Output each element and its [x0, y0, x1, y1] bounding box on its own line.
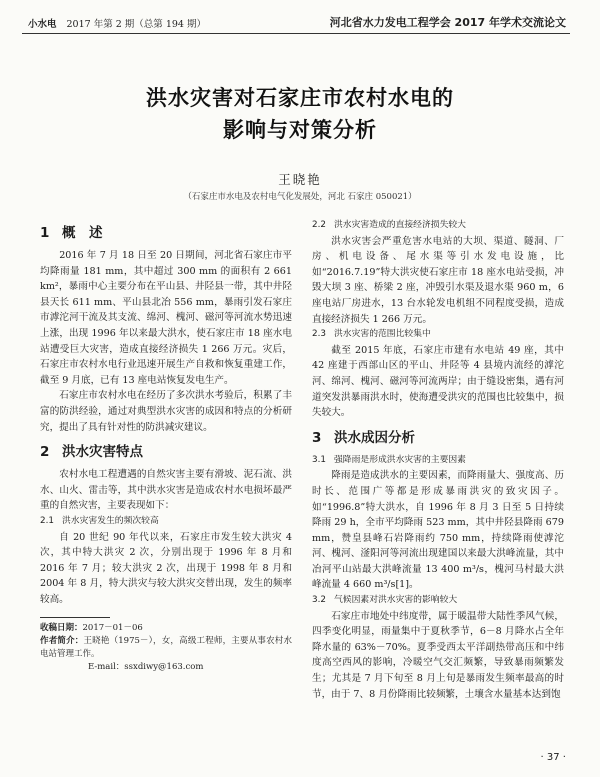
footnote-author	[40, 635, 292, 661]
subsection-heading-3-1	[312, 453, 564, 469]
page-number: · 37 ·	[540, 752, 566, 763]
subsection-number: 3.1	[312, 454, 326, 465]
subsection-number: 2.2	[312, 220, 326, 230]
paragraph: 降雨是造成洪水的主要因素，而降雨量大、强度高、历时长、范围广等都是形成暴雨洪灾的致灾因子。如“1996.8”特大洪水，自 1996 年 8 月 3 日至 5 日持续降雨 29 h，全市平均降雨 523 mm，其中井陉县降雨 679 mm，赞皇县峰石岩降雨约 750 mm，持续降雨使滹沱河、槐河、滏阳河等河流出现建国以来最大洪峰流量，其中冶河平山站最大洪峰流量 13 400 m³/s，槐河马村最大洪峰流量 4 660 m³/s[1]。	[312, 470, 564, 591]
author-name: 王晓艳	[278, 172, 322, 187]
subsection-heading-3-2	[312, 593, 564, 609]
footnote-received	[40, 622, 292, 635]
paper-title-line1: 洪水灾害对石家庄市农村水电的	[146, 86, 454, 110]
section-heading-2	[40, 443, 292, 461]
section-title: 洪水灾害特点	[62, 444, 143, 461]
section-heading-3	[312, 429, 564, 447]
subsection-heading-2-1	[40, 514, 292, 530]
subsection-title: 气候因素对洪水灾害的影响较大	[334, 595, 458, 606]
paragraph: 洪水灾害会严重危害水电站的大坝、渠道、隧洞、厂房、机电设备、尾水渠等引水发电设施，比如“2016.7.19”特大洪灾使石家庄市 18 座水电站受损，冲毁大坝 3 座、桥梁 2 座，冲毁引水渠及退水渠 960 m，6 座电站厂房进水，13 台水轮发电机组不同程度受损，造成直接经济损失 1 266 万元。	[312, 235, 564, 325]
section-number: 2	[40, 444, 50, 461]
paragraph: 截至 2015 年底，石家庄市建有水电站 49 座，其中 42 座建于西部山区的平山、井陉等 4 县境内流经的滹沱河、绵河、槐河、磁河等河流两岸；由于缝设密集，遇有河道突发洪暴雨洪水时，使海遭受洪灾的范围也比较集中，损失较大。	[312, 344, 564, 419]
subsection-title: 洪水灾害造成的直接经济损失较大	[334, 220, 466, 230]
footnote-label: 收稿日期：	[40, 623, 83, 634]
paragraph: 农村水电工程遭遇的自然灾害主要有滑坡、泥石流、洪水、山火、雷击等，其中洪水灾害是造成农村水电损坏最严重的自然灾害，主要表现如下：	[40, 469, 292, 512]
section-number: 3	[312, 429, 322, 446]
subsection-number: 2.3	[312, 329, 326, 340]
header-journal-issue	[28, 16, 206, 30]
right-column	[312, 218, 564, 702]
section-title: 洪水成因分析	[334, 429, 415, 446]
paper-title-line2: 影响与对策分析	[223, 118, 377, 142]
header-series: 河北省水力发电工程学会 2017 年学术交流论文	[329, 16, 566, 29]
paragraph: 石家庄市地处中纬度带，属于暖温带大陆性季风气候，四季变化明显，雨量集中于夏秋季节，6－8 月降水占全年降水量的 63%－70%。夏季受西太平洋副热带高压和中纬度高空西风的影响，冷暖空气交汇频繁，导致暴雨频繁发生；尤其是 7 月下旬至 8 月上旬是暴雨发生频率最高的时节，由于 7、8 月份降雨比较频繁，土壤含水量基本达到饱	[312, 610, 564, 700]
left-column	[40, 218, 292, 674]
footnote	[40, 622, 292, 674]
subsection-number: 3.2	[312, 595, 326, 606]
paragraph: 2016 年 7 月 18 日至 20 日期间，河北省石家庄市平均降雨量 181 mm，其中超过 300 mm 的面积有 2 661 km²，暴雨中心主要分布在平山县、井陉县一带，其中井陉县天长 611 mm、平山县北冶 556 mm，暴雨引发石家庄市滹沱河干流及其支流、绵河、槐河、磁河等河流水势迅速上涨，出现 1996 年以来最大洪水，使石家庄市 18 座水电站遭受巨大灾害，造成直接经济损失 1 266 万元。灾后，石家庄市农村水电行业迅速开展生产自救和恢复重建工作，截至 9 月底，已有 13 座电站恢复发电生产。	[40, 250, 292, 386]
header-rule	[22, 33, 570, 34]
issue-info: 2017 年第 2 期（总第 194 期）	[66, 19, 206, 30]
footnote-value: 王晓艳（1975－），女，高级工程师，主要从事农村水电站管理工作。	[40, 636, 292, 660]
paragraph: 自 20 世纪 90 年代以来，石家庄市发生较大洪灾 4 次，其中特大洪灾 2 次，分别出现于 1996 年 8 月和 2016 年 7 月；较大洪灾 2 次，出现于 1998 年 8 月和 2004 年 8 月，特大洪灾与较大洪灾交替出现，发生的频率较高。	[40, 531, 292, 605]
subsection-heading-2-2	[312, 218, 564, 234]
footnote-value: 2017－01－06	[82, 623, 143, 634]
footnote-email: E-mail：ssxdiwy@163.com	[88, 662, 204, 673]
journal-name: 小水电	[28, 19, 57, 30]
section-heading-1	[40, 224, 292, 242]
running-header	[0, 0, 600, 36]
section-number: 1	[40, 225, 50, 241]
subsection-title: 强降雨是形成洪水灾害的主要因素	[334, 454, 466, 465]
subsection-title: 洪水灾害发生的频次较高	[62, 515, 159, 526]
subsection-heading-2-3	[312, 327, 564, 343]
section-title: 概 述	[62, 225, 103, 241]
subsection-title: 洪水灾害的范围比较集中	[334, 329, 431, 340]
author-affiliation: （石家庄市水电及农村电气化发展处，河北 石家庄 050021）	[183, 192, 417, 202]
paragraph: 石家庄市农村水电在经历了多次洪水考验后，积累了丰富的防洪经验，通过对典型洪水灾害的成因和特点的分析研究，提出了具有针对性的防洪减灾建议。	[40, 390, 292, 433]
subsection-number: 2.1	[40, 515, 54, 526]
footnote-rule	[40, 617, 110, 618]
footnote-label: 作者简介：	[40, 636, 84, 647]
